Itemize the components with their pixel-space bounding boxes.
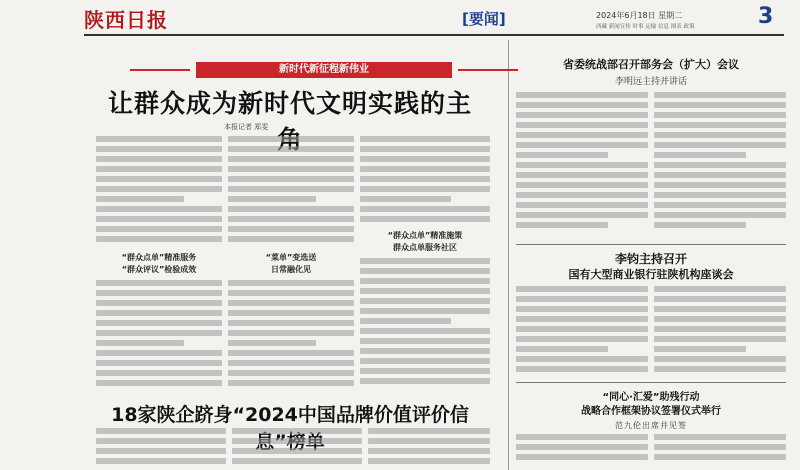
text-line (368, 448, 490, 454)
text-line (360, 348, 490, 354)
text-line (654, 336, 786, 342)
subhead: “菜单”变选送 (265, 253, 317, 262)
text-line (654, 434, 786, 440)
article-column (360, 136, 490, 226)
right-article-subtitle: 范九伦出席并见签 (615, 421, 687, 430)
text-line (360, 216, 490, 222)
text-line (360, 308, 490, 314)
text-line (516, 286, 648, 292)
text-line (654, 192, 786, 198)
article-separator (516, 382, 786, 383)
page-number: 3 (758, 4, 774, 29)
text-line (516, 182, 648, 188)
text-line (654, 326, 786, 332)
text-line (228, 340, 316, 346)
article-column (368, 428, 490, 470)
subhead: “群众点单”精准施策 (387, 231, 463, 240)
article-column (96, 428, 226, 470)
text-line (654, 356, 786, 362)
text-line (516, 102, 648, 108)
article-column (516, 286, 648, 378)
text-line (96, 166, 222, 172)
article-column (228, 280, 354, 390)
text-line (368, 458, 490, 464)
text-line (96, 226, 222, 232)
article-column (654, 92, 786, 240)
masthead-nav: 西藏 新闻宣传 时事 运输 信息 图表 政策 (596, 24, 695, 30)
text-line (96, 320, 222, 326)
text-line (654, 366, 786, 372)
text-line (516, 132, 648, 138)
text-line (232, 458, 362, 464)
text-line (228, 290, 354, 296)
text-line (96, 156, 222, 162)
text-line (654, 102, 786, 108)
text-line (654, 444, 786, 450)
text-line (654, 316, 786, 322)
right-article-title: 省委统战部召开部务会（扩大）会议 (563, 58, 739, 71)
article-column (654, 434, 786, 470)
text-line (654, 296, 786, 302)
text-line (228, 176, 354, 182)
text-line (516, 306, 648, 312)
text-line (360, 358, 490, 364)
text-line (96, 350, 222, 356)
text-line (360, 136, 490, 142)
text-line (516, 444, 648, 450)
text-line (96, 146, 222, 152)
text-line (228, 380, 354, 386)
text-line (516, 336, 648, 342)
text-line (96, 370, 222, 376)
text-line (360, 368, 490, 374)
article-column (96, 136, 222, 248)
text-line (516, 152, 608, 158)
text-line (516, 434, 648, 440)
text-line (360, 146, 490, 152)
text-line (232, 448, 362, 454)
text-line (96, 236, 222, 242)
article-separator (516, 244, 786, 245)
text-line (96, 340, 184, 346)
article-column (516, 92, 648, 240)
text-line (654, 142, 786, 148)
text-line (228, 136, 354, 142)
text-line (360, 258, 490, 264)
text-line (654, 306, 786, 312)
subhead: “群众点单”精准服务 (121, 253, 197, 262)
text-line (228, 186, 354, 192)
text-line (96, 176, 222, 182)
article-column (232, 428, 362, 470)
text-line (654, 212, 786, 218)
text-line (96, 290, 222, 296)
text-line (654, 92, 786, 98)
subhead: 群众点单服务社区 (393, 243, 457, 252)
text-line (228, 146, 354, 152)
text-line (96, 458, 226, 464)
text-line (232, 428, 362, 434)
text-line (96, 438, 226, 444)
text-line (360, 176, 490, 182)
text-line (516, 326, 648, 332)
text-line (516, 192, 648, 198)
text-line (228, 156, 354, 162)
masthead (0, 0, 800, 34)
article-column (654, 286, 786, 378)
text-line (360, 338, 490, 344)
text-line (654, 202, 786, 208)
top-rule (84, 34, 784, 36)
right-article-subtitle: 李明远主持并讲话 (614, 77, 687, 87)
text-line (232, 438, 362, 444)
text-line (96, 448, 226, 454)
text-line (96, 310, 222, 316)
subhead: “群众评议”检验成效 (121, 265, 197, 274)
text-line (96, 216, 222, 222)
text-line (516, 346, 608, 352)
text-line (360, 298, 490, 304)
text-line (228, 310, 354, 316)
text-line (228, 226, 354, 232)
text-line (654, 172, 786, 178)
text-line (516, 454, 648, 460)
text-line (516, 142, 648, 148)
text-line (228, 216, 354, 222)
text-line (228, 330, 354, 336)
article-column (96, 280, 222, 390)
text-line (228, 236, 354, 242)
text-line (516, 222, 608, 228)
text-line (654, 152, 746, 158)
text-line (96, 136, 222, 142)
column-divider (508, 40, 509, 470)
right-article-title: 国有大型商业银行驻陕机构座谈会 (568, 268, 734, 281)
text-line (654, 112, 786, 118)
text-line (96, 330, 222, 336)
text-line (654, 222, 746, 228)
text-line (96, 300, 222, 306)
text-line (654, 286, 786, 292)
section-tag: [要闻] (462, 10, 506, 28)
text-line (228, 280, 354, 286)
text-line (516, 162, 648, 168)
text-line (228, 300, 354, 306)
text-line (516, 172, 648, 178)
right-article-title: 李钧主持召开 (614, 252, 687, 266)
text-line (96, 206, 222, 212)
text-line (360, 186, 490, 192)
text-line (654, 454, 786, 460)
text-line (516, 202, 648, 208)
issue-date: 2024年6月18日 星期二 (596, 11, 683, 20)
text-line (654, 346, 746, 352)
text-line (360, 156, 490, 162)
text-line (654, 122, 786, 128)
text-line (228, 350, 354, 356)
text-line (516, 366, 648, 372)
text-line (228, 370, 354, 376)
text-line (228, 196, 316, 202)
text-line (96, 196, 184, 202)
text-line (654, 182, 786, 188)
text-line (96, 186, 222, 192)
text-line (360, 166, 490, 172)
text-line (516, 296, 648, 302)
text-line (360, 278, 490, 284)
text-line (96, 428, 226, 434)
text-line (228, 206, 354, 212)
right-article-title: 战略合作框架协议签署仪式举行 (581, 406, 721, 417)
text-line (228, 166, 354, 172)
text-line (368, 428, 490, 434)
text-line (516, 122, 648, 128)
text-line (360, 196, 451, 202)
feature-banner: 新时代新征程新伟业 (196, 62, 452, 78)
newspaper-logo: 陕西日报 (84, 8, 168, 32)
text-line (360, 318, 451, 324)
text-line (360, 328, 490, 334)
text-line (360, 378, 490, 384)
text-line (368, 438, 490, 444)
text-line (654, 132, 786, 138)
main-headline: 让群众成为新时代文明实践的主 (107, 89, 472, 118)
text-line (516, 92, 648, 98)
text-line (654, 162, 786, 168)
text-line (516, 112, 648, 118)
text-line (516, 316, 648, 322)
subhead: 日常融化见 (271, 265, 311, 274)
text-line (516, 212, 648, 218)
text-line (360, 206, 490, 212)
text-line (360, 268, 490, 274)
article-column (516, 434, 648, 470)
text-line (228, 320, 354, 326)
text-line (516, 356, 648, 362)
bottom-headline: 18家陕企跻身“2024中国品牌价值评价信 (111, 404, 469, 426)
text-line (96, 380, 222, 386)
text-line (96, 360, 222, 366)
text-line (360, 288, 490, 294)
byline: 本报记者 郑雯 (224, 123, 269, 131)
right-article-title: “同心·汇爱”助残行动 (602, 392, 700, 403)
text-line (228, 360, 354, 366)
article-column (360, 258, 490, 390)
text-line (96, 280, 222, 286)
article-column (228, 136, 354, 248)
